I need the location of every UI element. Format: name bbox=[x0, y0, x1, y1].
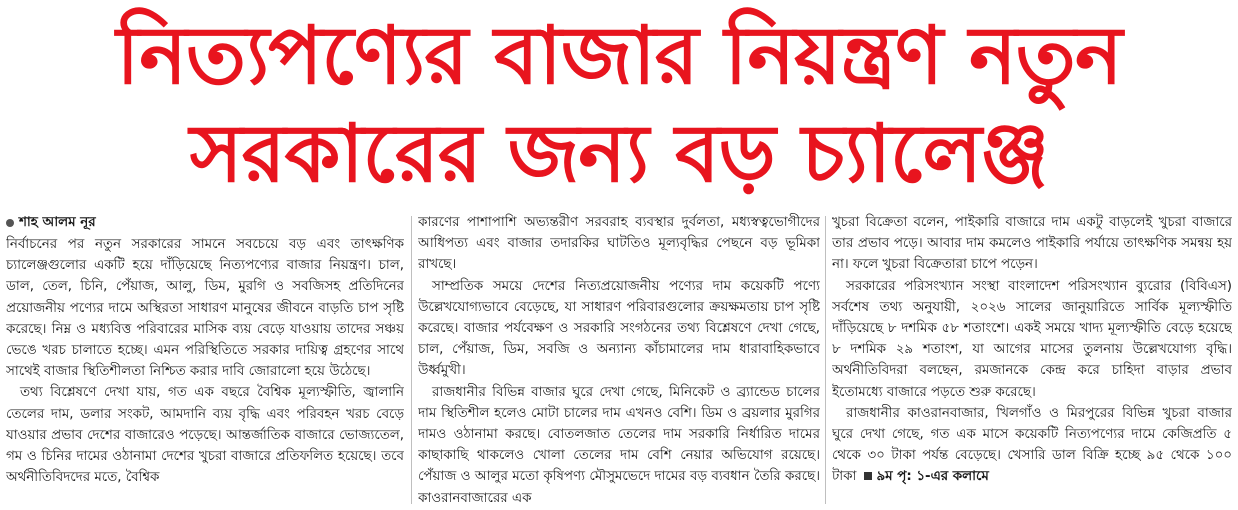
article-column-2 bbox=[418, 212, 820, 508]
continuation-jump-link[interactable]: ৯ম পৃ: ১-এর কলামে bbox=[876, 469, 989, 485]
paragraph: কারণের পাশাপাশি অভ্যন্তরীণ সরবরাহ ব্যবস্থার দুর্বলতা, মধ্যস্বত্বভোগীদের আধিপত্য এবং বাজার তদারকির ঘাটতিও মূল্যবৃদ্ধির পেছনে বড় ভূমিকা রাখছে। bbox=[418, 215, 820, 273]
paragraph: সাম্প্রতিক সময়ে দেশের নিত্যপ্রয়োজনীয় পণ্যের দাম কয়েকটি পণ্যে উল্লেখযোগ্যভাবে বেড়েছে, যা সাধারণ পরিবারগুলোর ক্রয়ক্ষমতায় চাপ সৃষ্টি করেছে। বাজার পর্যবেক্ষণ ও সরকারি সংগঠনের তথ্য বিশ্লেষণে দেখা গেছে, চাল, পেঁয়াজ, ডিম, সবজি ও অন্যান্য কাঁচামালের দাম ধারাবাহিকভাবে উর্ধ্বমুখী। bbox=[418, 278, 820, 379]
column-divider bbox=[411, 216, 412, 504]
article-column-3 bbox=[832, 212, 1232, 508]
paragraph: নির্বাচনের পর নতুন সরকারের সামনে সবচেয়ে বড় এবং তাৎক্ষণিক চ্যালেঞ্জগুলোর একটি হয়ে দাঁড়িয়েছে নিত্যপণ্যের বাজার নিয়ন্ত্রণ। চাল, ডাল, তেল, চিনি, পেঁয়াজ, আলু, ডিম, মুরগি ও সবজিসহ প্রতিদিনের প্রয়োজনীয় পণ্যের দামে অস্থিরতা সাধারণ মানুষের জীবনে বাড়তি চাপ সৃষ্টি করেছে। নিম্ন ও মধ্যবিত্ত পরিবারের মাসিক ব্যয় বেড়ে যাওয়ায় তাদের সঞ্চয় ভেঙে খরচ চালাতে হচ্ছে। এমন পরিস্থিতিতে সরকার দায়িত্ব গ্রহণের সাথে সাথেই বাজার স্থিতিশীলতা নিশ্চিত করার দাবি জোরালো হয়ে উঠেছে। bbox=[6, 237, 404, 380]
headline bbox=[0, 0, 1238, 210]
paragraph: তথ্য বিশ্লেষণে দেখা যায়, গত এক বছরে বৈশ্বিক মূল্যস্ফীতি, জ্বালানি তেলের দাম, ডলার সংকট, আমদানি ব্যয় বৃদ্ধি এবং পরিবহন খরচ বেড়ে যাওয়ার প্রভাব দেশের বাজারেও পড়েছে। আন্তর্জাতিক বাজারে ভোজ্যতেল, গম ও চিনির দামের ওঠানামা দেশের খুচরা বাজারে প্রতিফলিত হয়েছে। তবে অর্থনীতিবিদদের মতে, বৈশ্বিক bbox=[6, 385, 404, 486]
paragraph: রাজধানীর বিভিন্ন বাজার ঘুরে দেখা গেছে, মিনিকেট ও ব্র্যান্ডেড চালের দাম স্থিতিশীল হলেও মোটা চালের দাম এখনও বেশি। ডিম ও ব্রয়লার মুরগির দামও ওঠানামা করছে। বোতলজাত তেলের দাম সরকারি নির্ধারিত দামের কাছাকাছি থাকলেও খোলা তেলের দাম বেশি নেয়ার অভিযোগ রয়েছে। পেঁয়াজ ও আলুর মতো কৃষিপণ্য মৌসুমভেদে দামের বড় ব্যবধান তৈরি করছে। কাওরানবাজারের এক bbox=[418, 384, 820, 506]
square-bullet-icon bbox=[864, 472, 872, 480]
paragraph: খুচরা বিক্রেতা বলেন, পাইকারি বাজারে দাম একটু বাড়লেই খুচরা বাজারে তার প্রভাব পড়ে। আবার দাম কমলেও পাইকারি পর্যায়ে তাৎক্ষণিক সমন্বয় হয় না। ফলে খুচরা বিক্রেতারা চাপে পড়েন। bbox=[832, 215, 1232, 273]
byline bbox=[6, 212, 404, 234]
article-body bbox=[6, 212, 1232, 508]
author-name: শাহ আলম নূর bbox=[19, 215, 96, 230]
bullet-icon bbox=[6, 219, 14, 227]
paragraph-text: রাজধানীর কাওরানবাজার, খিলগাঁও ও মিরপুরের বিভিন্ন খুচরা বাজার ঘুরে দেখা গেছে, গত এক মাসে কয়েকটি নিত্যপণ্যের দামে কেজিপ্রতি ৫ থেকে ৩০ টাকা পর্যন্ত বেড়েছে। খেসারি ডাল বিক্রি হচ্ছে ৯৫ থেকে ১০০ টাকা bbox=[832, 405, 1232, 485]
column-divider bbox=[825, 216, 826, 504]
paragraph: সরকারের পরিসংখ্যান সংস্থা বাংলাদেশ পরিসংখ্যান ব্যুরোর (বিবিএস) সর্বশেষ তথ্য অনুযায়ী, ২০২৬ সালের জানুয়ারিতে সার্বিক মূল্যস্ফীতি দাঁড়িয়েছে ৮ দশমিক ৫৮ শতাংশে। একই সময়ে খাদ্য মূল্যস্ফীতি বেড়ে হয়েছে ৮ দশমিক ২৯ শতাংশ, যা আগের মাসের তুলনায় উল্লেখযোগ্য বৃদ্ধি। অর্থনীতিবিদরা বলছেন, রমজানকে কেন্দ্র করে চাহিদা বাড়ার প্রভাব ইতোমধ্যে বাজারে পড়তে শুরু করেছে। bbox=[832, 278, 1232, 400]
article-column-1 bbox=[6, 212, 404, 508]
paragraph-last bbox=[832, 403, 1232, 488]
headline-line-1: নিত্যপণ্যের বাজার নিয়ন্ত্রণ নতুন bbox=[116, 9, 1122, 102]
headline-line-2: সরকারের জন্য বড় চ্যালেঞ্জ bbox=[189, 107, 1049, 200]
